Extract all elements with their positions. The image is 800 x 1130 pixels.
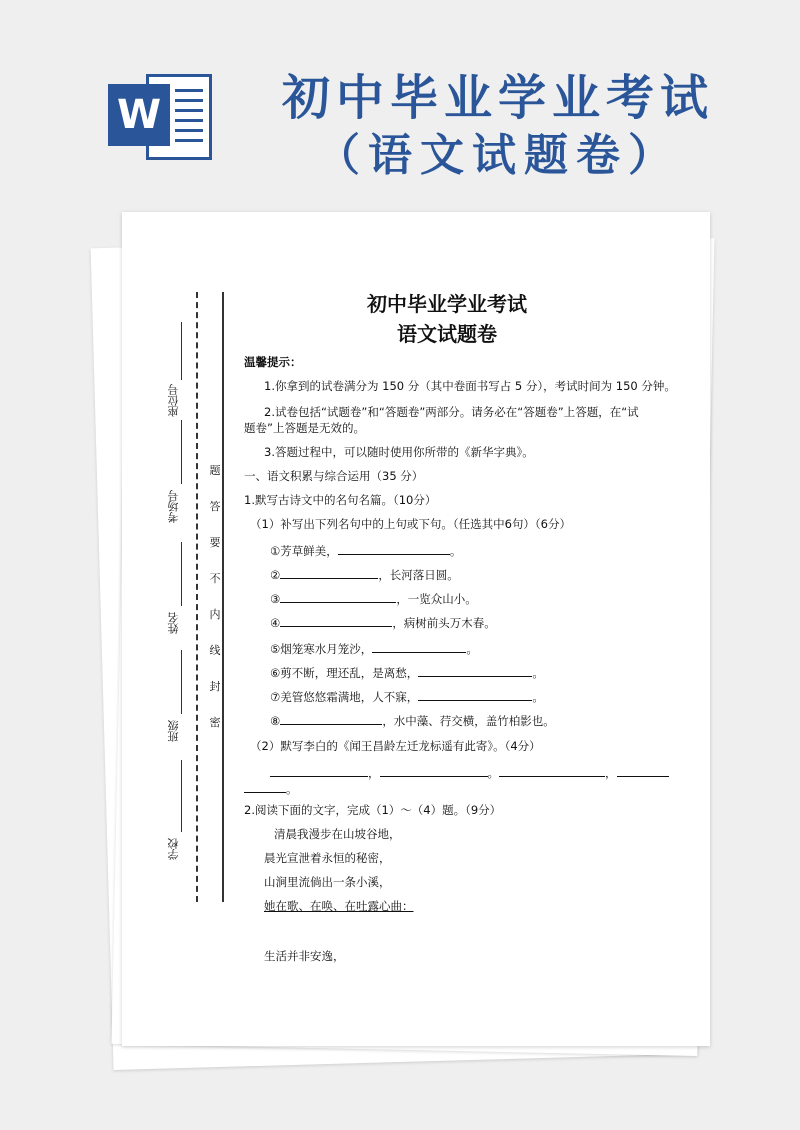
punct: ， <box>605 766 617 780</box>
item-prefix: ④ <box>270 616 281 630</box>
seal-char: 密 <box>209 716 221 729</box>
item-suffix: ，一览众山小。 <box>396 592 477 606</box>
answer-blank[interactable] <box>380 764 488 777</box>
item-suffix: ，长河落日圆。 <box>378 568 459 582</box>
word-logo <box>108 74 212 160</box>
punct: ， <box>368 766 380 780</box>
answer-blank[interactable] <box>270 764 368 777</box>
answer-blank[interactable] <box>244 780 286 793</box>
answer-blank[interactable] <box>418 664 532 677</box>
item-prefix: ⑥剪不断，理还乱，是离愁， <box>270 666 419 680</box>
item-prefix: ①芳草鲜美， <box>270 544 338 558</box>
answer-blank[interactable] <box>338 542 450 555</box>
tip-1: 1.你拿到的试卷满分为 150 分（其中卷面书写占 5 分），考试时间为 150 分钟。 <box>264 379 676 393</box>
poem-line: 清晨我漫步在山坡谷地， <box>274 827 401 841</box>
fill-item <box>270 590 477 607</box>
item-suffix: 。 <box>466 642 478 656</box>
item-suffix: ，水中藻、荇交横，盖竹柏影也。 <box>382 714 555 728</box>
item-suffix: 。 <box>532 690 544 704</box>
answer-blank[interactable] <box>280 590 396 603</box>
item-prefix: ③ <box>270 592 281 606</box>
word-badge: W <box>108 84 170 146</box>
seal-char: 不 <box>209 572 221 585</box>
tip-2-cont: 题卷”上答题是无效的。 <box>244 421 365 435</box>
punct: 。 <box>487 766 499 780</box>
school-field[interactable] <box>181 760 182 832</box>
header-subtitle: （语文试题卷） <box>316 130 680 181</box>
item-prefix: ② <box>270 568 281 582</box>
binding-solid-line <box>222 292 224 902</box>
question-2: 2.阅读下面的文字，完成（1）～（4）题。（9分） <box>244 803 502 817</box>
doc-title-line2: 语文试题卷 <box>397 322 497 346</box>
fill-item <box>270 614 496 631</box>
item-suffix: 。 <box>449 544 462 558</box>
answer-blank[interactable] <box>280 712 382 725</box>
school-label: 学校 <box>167 838 180 860</box>
tip-3: 3.答题过程中，可以随时使用你所带的《新华字典》。 <box>264 445 534 459</box>
fill-item <box>270 664 544 681</box>
seal-char: 题 <box>209 464 221 477</box>
answer-blank[interactable] <box>372 640 466 653</box>
class-label: 班级 <box>167 720 180 742</box>
fill-item <box>270 712 555 729</box>
binding-dashed-line <box>196 292 198 902</box>
item-suffix: 。 <box>532 666 544 680</box>
tips-heading: 温馨提示： <box>244 355 302 369</box>
item-prefix: ⑤烟笼寒水月笼沙， <box>270 642 373 656</box>
seat-number-label: 座位号 <box>167 384 180 417</box>
poem-answer-line <box>270 764 669 781</box>
exam-page <box>122 212 710 1046</box>
exam-room-field[interactable] <box>181 420 182 484</box>
name-label: 姓名 <box>167 612 180 634</box>
seal-char: 封 <box>209 680 221 693</box>
poem-line: 生活并非安逸， <box>264 949 345 963</box>
seal-char: 线 <box>209 644 221 657</box>
question-1-1: （1）补写出下列名句中的上句或下句。（任选其中6句）（6分） <box>250 517 571 531</box>
answer-blank[interactable] <box>418 688 532 701</box>
answer-blank[interactable] <box>617 764 669 777</box>
item-prefix: ⑧ <box>270 714 281 728</box>
class-field[interactable] <box>181 650 182 714</box>
question-1: 1.默写古诗文中的名句名篇。（10分） <box>244 493 437 507</box>
exam-room-label: 考场号 <box>167 490 180 523</box>
section-1-heading: 一、语文积累与综合运用（35 分） <box>244 469 424 483</box>
answer-blank[interactable] <box>280 566 378 579</box>
fill-item <box>270 542 461 559</box>
doc-title-line1: 初中毕业学业考试 <box>367 292 527 316</box>
question-1-2: （2）默写李白的《闻王昌龄左迁龙标遥有此寄》。（4分） <box>250 739 541 753</box>
answer-blank[interactable] <box>499 764 605 777</box>
seal-char: 要 <box>209 536 221 549</box>
answer-blank[interactable] <box>280 614 392 627</box>
seat-number-field[interactable] <box>181 322 182 380</box>
poem-answer-line-end <box>244 780 298 797</box>
poem-line: 晨光宣泄着永恒的秘密， <box>264 851 391 865</box>
header-title: 初中毕业学业考试 <box>281 70 714 126</box>
tip-2: 2.试卷包括“试题卷”和“答题卷”两部分。请务必在“答题卷”上答题，在“试 <box>264 405 639 419</box>
seal-char: 答 <box>209 500 221 513</box>
poem-line-underlined: 她在歌、在唤、在吐露心曲： <box>264 899 414 913</box>
name-field[interactable] <box>181 542 182 606</box>
fill-item <box>270 566 459 583</box>
item-prefix: ⑦羌管悠悠霜满地，人不寐， <box>270 690 419 704</box>
punct: 。 <box>286 782 298 796</box>
seal-char: 内 <box>209 608 221 621</box>
fill-item <box>270 688 544 705</box>
poem-line: 山涧里流倘出一条小溪， <box>264 875 391 889</box>
fill-item <box>270 640 478 657</box>
item-suffix: ，病树前头万木春。 <box>392 616 496 630</box>
